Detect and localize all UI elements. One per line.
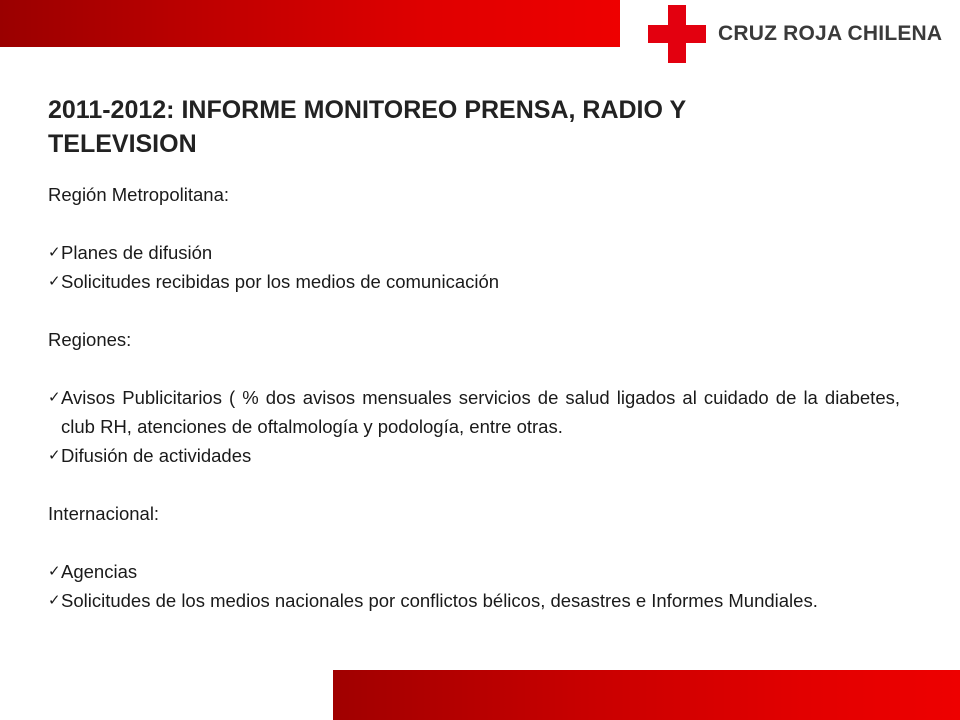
list-item: ✓ Avisos Publicitarios ( % dos avisos mensuales servicios de salud ligados al cuidado de la diabetes, club RH, atenciones de oftalmología y podología, entre otras. — [48, 383, 900, 441]
check-icon: ✓ — [48, 563, 61, 580]
list-item: ✓ Solicitudes recibidas por los medios de comunicación — [48, 267, 900, 296]
slide-body — [48, 180, 900, 615]
bottom-decorative-bar — [333, 670, 960, 720]
check-icon: ✓ — [48, 447, 61, 464]
org-name: CRUZ ROJA CHILENA — [718, 22, 943, 45]
check-icon: ✓ — [48, 389, 61, 406]
check-icon: ✓ — [48, 244, 61, 261]
list-item: ✓ Solicitudes de los medios nacionales por conflictos bélicos, desastres e Informes Mundiales. — [48, 586, 900, 615]
section-heading-internacional: Internacional: — [48, 503, 160, 524]
cruz-roja-logo — [648, 5, 942, 63]
list-item: ✓ Agencias — [48, 557, 900, 586]
section-heading-regiones: Regiones: — [48, 329, 132, 350]
check-icon: ✓ — [48, 592, 61, 609]
check-icon: ✓ — [48, 273, 61, 290]
list-item: ✓ Planes de difusión — [48, 238, 900, 267]
top-decorative-bar — [0, 0, 620, 47]
section-heading-metropolitana: Región Metropolitana: — [48, 184, 229, 205]
slide-title: 2011-2012: INFORME MONITOREO PRENSA, RADIO Y TELEVISION — [48, 96, 686, 158]
red-cross-icon — [648, 5, 706, 63]
list-item: ✓ Difusión de actividades — [48, 441, 900, 470]
